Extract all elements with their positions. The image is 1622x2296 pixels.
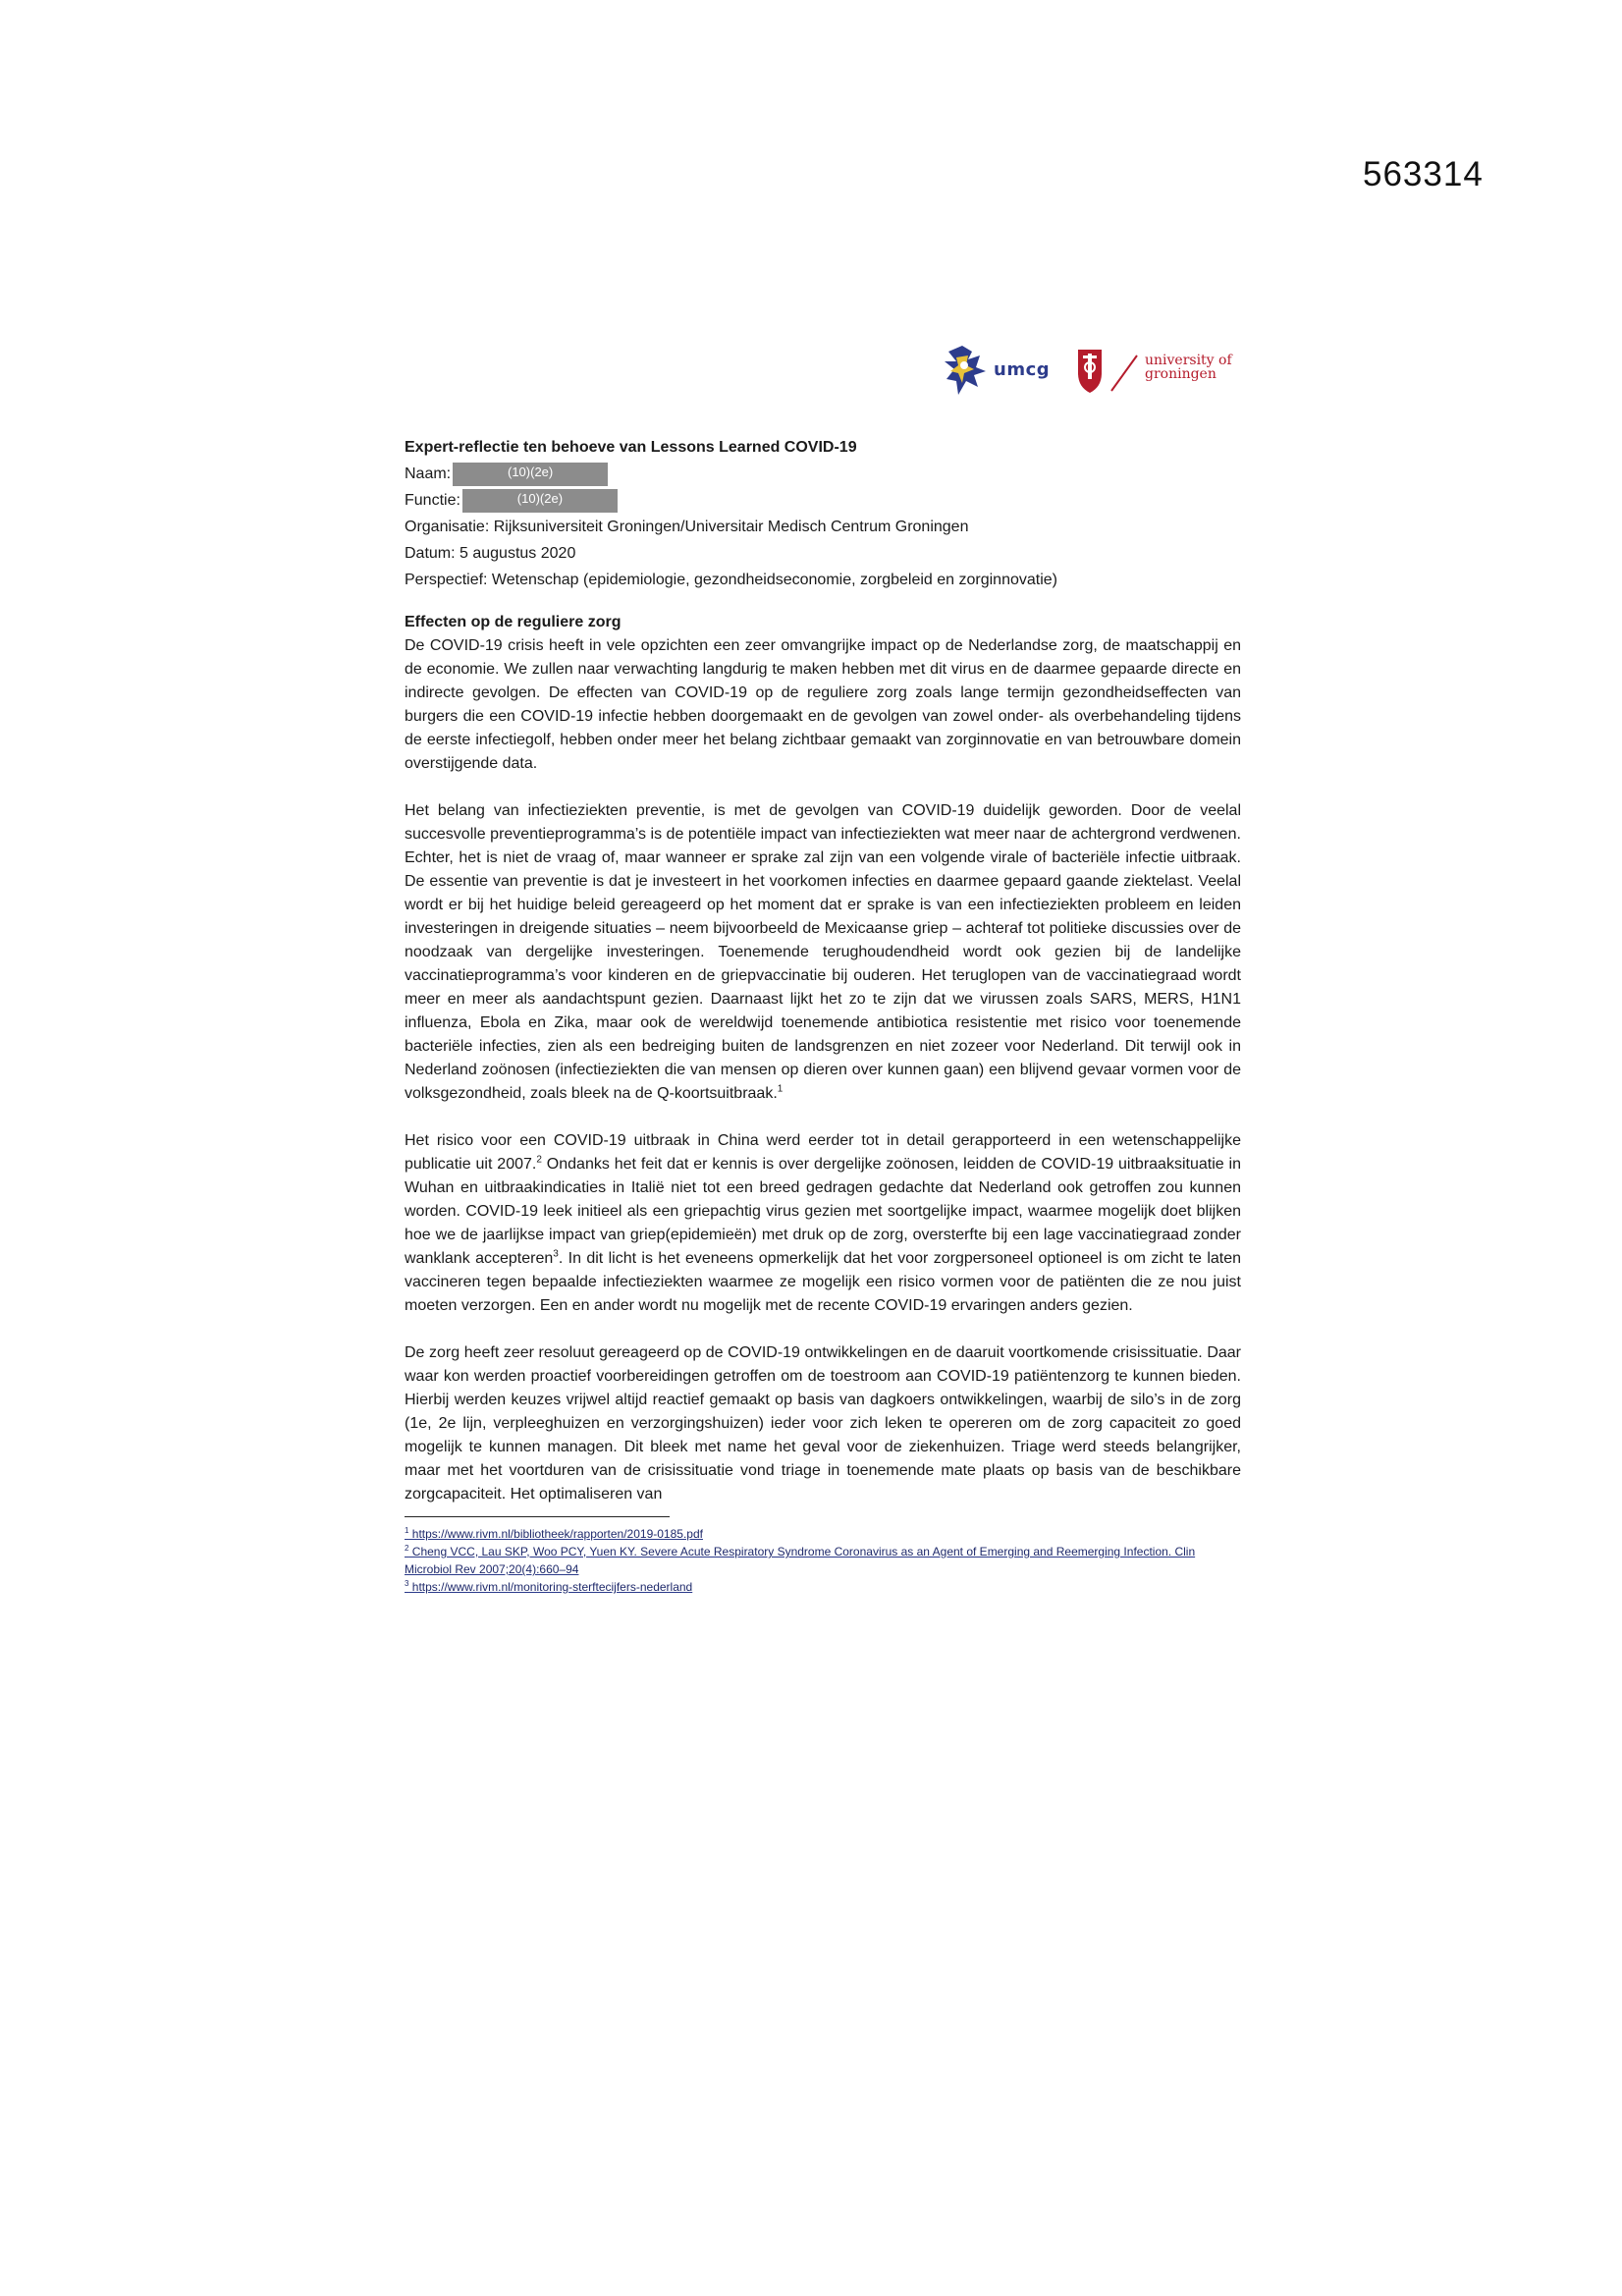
paragraph-3-text-c: . In dit licht is het eveneens opmerkelijk dat het voor zorgpersoneel optioneel is om zicht te laten vaccineren tegen bepaalde infectieziekten waarmee ze mogelijk een risico vormen voor de patiënten die ze nou juist moeten verzorgen. Een en ander wordt nu mogelijk met de recente COVID-19 ervaringen anders gezien. xyxy=(405,1250,1242,1314)
document-title: Expert-reflectie ten behoeve van Lessons Learned COVID-19 xyxy=(405,439,857,456)
rug-crest-icon xyxy=(1074,344,1143,397)
umcg-emblem-icon xyxy=(943,344,990,397)
functie-redaction: (10)(2e) xyxy=(462,489,618,513)
footnote-2-link[interactable]: Cheng VCC, Lau SKP, Woo PCY, Yuen KY. Severe Acute Respiratory Syndrome Coronavirus as an Agent of Emerging and Reemerging Infection. Clin Microbiol Rev 2007;20(4):660–94 xyxy=(405,1545,1196,1576)
naam-line xyxy=(405,461,1241,487)
footnote-2[interactable] xyxy=(405,1543,1241,1578)
footnote-3-number: 3 xyxy=(405,1579,409,1588)
paragraph-3-text-a: Het risico voor een COVID-19 uitbraak in China werd eerder tot in detail gerapporteerd in een wetenschappelijke publicatie uit 2007. xyxy=(405,1132,1241,1173)
footnote-ref-1[interactable]: 1 xyxy=(777,1083,784,1095)
datum-line: Datum: 5 augustus 2020 xyxy=(405,545,576,562)
footnote-2-number: 2 xyxy=(405,1544,409,1553)
footnote-3-link[interactable]: https://www.rivm.nl/monitoring-sterftecijfers-nederland xyxy=(408,1580,693,1594)
organisatie-line: Organisatie: Rijksuniversiteit Groningen/Universitair Medisch Centrum Groningen xyxy=(405,519,969,535)
umcg-wordmark: umcg xyxy=(994,359,1051,380)
footnote-ref-2[interactable]: 2 xyxy=(536,1154,542,1166)
footnotes xyxy=(405,1525,1241,1596)
perspectief-line: Perspectief: Wetenschap (epidemiologie, gezondheidseconomie, zorgbeleid en zorginnovatie) xyxy=(405,572,1057,588)
paragraph-4: De zorg heeft zeer resoluut gereageerd op de COVID-19 ontwikkelingen en de daaruit voortkomende crisissituatie. Daar waar kon werden proactief voorbereidingen getroffen om de toestroom aan COVID-19 patiëntenzorg te kunnen bieden. Hierbij werden keuzes vrijwel altijd reactief gemaakt op basis van dagkoers ontwikkelingen, waarbij de silo’s in de zorg (1e, 2e lijn, verpleeghuizen en verzorgingshuizen) ieder voor zich leken te opereren om de zorg capaciteit zo goed mogelijk te kunnen managen. Dit bleek met name het geval voor de ziekenhuizen. Triage werd steeds belangrijker, maar met het voortduren van de crisissituatie vond triage in toenemende mate plaats op basis van de beschikbare zorgcapaciteit. Het optimaliseren van xyxy=(405,1344,1241,1503)
paragraph-3-text-b: Ondanks het feit dat er kennis is over dergelijke zoönosen, leidden de COVID-19 uitbraaksituatie in Wuhan en uitbraakindicaties in Italië niet tot een breed gedragen gedachte dat Nederland ook getroffen zou kunnen worden. COVID-19 leek initieel als een griepachtig virus gezien met soortgelijke impact, waarmee mogelijk doet blijken hoe we de jaarlijkse impact van griep(epidemieën) met druk op de zorg, oversterfte bij een lage vaccinatiegraad zonder wanklank accepteren xyxy=(405,1156,1241,1267)
logo-bar xyxy=(943,344,1237,397)
paragraph-2 xyxy=(405,799,1241,1106)
section-title: Effecten op de reguliere zorg xyxy=(405,614,622,630)
functie-line xyxy=(405,487,1241,514)
document-body xyxy=(405,434,1241,1596)
footnote-ref-3[interactable]: 3 xyxy=(553,1248,559,1260)
functie-label: Functie: xyxy=(405,492,460,509)
footnote-3[interactable] xyxy=(405,1578,1241,1596)
paragraph-1: De COVID-19 crisis heeft in vele opzichten een zeer omvangrijke impact op de Nederlandse zorg, de maatschappij en de economie. We zullen naar verwachting langdurig te maken hebben met dit virus en de daarmee gepaarde directe en indirecte gevolgen. De effecten van COVID-19 op de reguliere zorg zoals lange termijn gezondheidseffecten van burgers die een COVID-19 infectie hebben doorgemaakt en de gevolgen van zowel onder- als overbehandeling tijdens de eerste infectiegolf, hebben onder meer het belang zichtbaar gemaakt van zorginnovatie en van betrouwbare domein overstijgende data. xyxy=(405,637,1241,772)
footnote-1-number: 1 xyxy=(405,1526,409,1535)
footnote-1-link[interactable]: https://www.rivm.nl/bibliotheek/rapporten/2019-0185.pdf xyxy=(408,1527,703,1541)
paragraph-2-text: Het belang van infectieziekten preventie, is met de gevolgen van COVID-19 duidelijk geworden. Door de veelal succesvolle preventieprogramma’s is de potentiële impact van infectieziekten wat meer naar de achtergrond verdwenen. Echter, het is niet de vraag of, maar wanneer er sprake zal zijn van een volgende virale of bacteriële infectie uitbraak. De essentie van preventie is dat je investeert in het voorkomen infecties en daarmee gepaard gaande ziektelast. Veelal wordt er bij het huidige beleid gereageerd op het moment dat er sprake is van een infectieziekten probleem en leiden investeringen in dreigende situaties – neem bijvoorbeeld de Mexicaanse griep – achteraf tot politieke discussies over de noodzaak van dergelijke investeringen. Toenemende terughoudendheid wordt ook gezien bij de landelijke vaccinatieprogramma’s voor kinderen en de griepvaccinatie bij ouderen. Het teruglopen van de vaccinatiegraad wordt meer en meer als aandachtspunt gezien. Daarnaast lijkt het zo te zijn dat we virussen zoals SARS, MERS, H1N1 influenza, Ebola en Zika, maar ook de wereldwijd toenemende antibiotica resistentie met risico voor toenemende bacteriële infecties, zien als een bedreiging buiten de landsgrenzen en niet zozeer voor Nederland. Dit terwijl ook in Nederland zoönosen (infectieziekten die van mensen op dieren over kunnen gaan) een blijvend gevaar vormen voor de volksgezondheid, zoals bleek na de Q-koortsuitbraak. xyxy=(405,802,1241,1102)
footnote-divider xyxy=(405,1516,670,1517)
rug-logo xyxy=(1074,344,1241,397)
footnote-1[interactable] xyxy=(405,1525,1241,1543)
naam-label: Naam: xyxy=(405,465,452,482)
document-number: 563314 xyxy=(1363,155,1484,193)
rug-wordmark: university of groningen xyxy=(1145,353,1232,382)
paragraph-3 xyxy=(405,1129,1241,1318)
naam-redaction: (10)(2e) xyxy=(453,463,608,486)
